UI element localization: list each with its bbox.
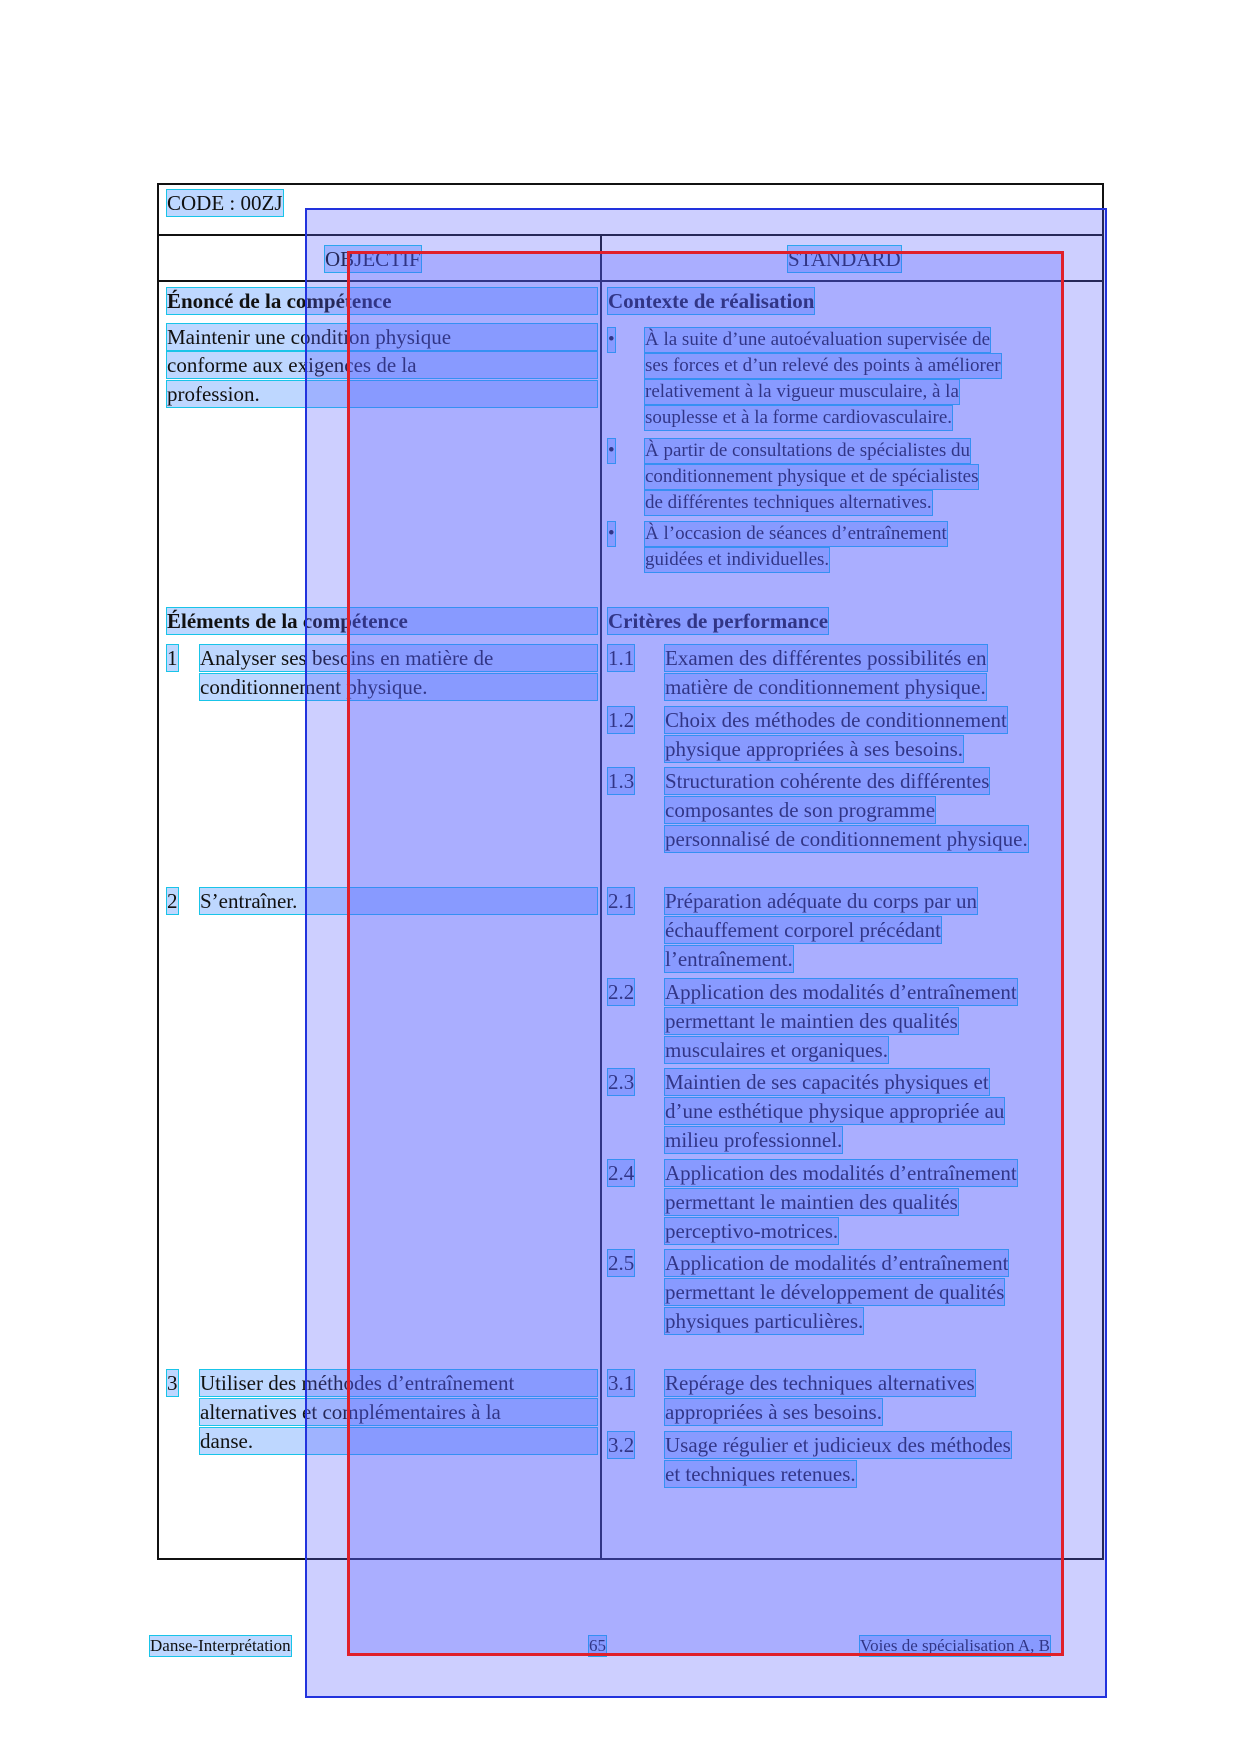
element-line: Utiliser des méthodes d’entraînement: [200, 1370, 597, 1396]
selection-overlay-inner: [347, 251, 1064, 1656]
objective-header: OBJECTIF: [325, 247, 421, 271]
critere-line: appropriées à ses besoins.: [665, 1400, 882, 1424]
critere-number: 1.1: [608, 646, 635, 670]
contexte-line: À l’occasion de séances d’entraînement: [645, 523, 947, 544]
elements-title: Éléments de la compétence: [167, 608, 597, 634]
enonce-line: conforme aux exigences de la: [167, 352, 597, 378]
contexte-title: Contexte de réalisation: [608, 289, 815, 313]
enonce-title: Énoncé de la compétence: [167, 288, 597, 314]
critere-line: l’entraînement.: [665, 947, 793, 971]
element-line: danse.: [200, 1428, 597, 1454]
critere-number: 2.5: [608, 1251, 635, 1275]
critere-line: personnalisé de conditionnement physique.: [665, 827, 1028, 851]
critere-line: Examen des différentes possibilités en: [665, 646, 987, 670]
critere-line: milieu professionnel.: [665, 1128, 843, 1152]
critere-line: Choix des méthodes de conditionnement: [665, 708, 1007, 732]
contexte-line: relativement à la vigueur musculaire, à la: [645, 381, 959, 402]
critere-line: Application des modalités d’entraînement: [665, 1161, 1017, 1185]
page-number: 65: [589, 1636, 606, 1655]
contexte-line: conditionnement physique et de spécialistes: [645, 466, 979, 487]
critere-number: 3.1: [608, 1371, 635, 1395]
element-line: Analyser ses besoins en matière de: [200, 645, 597, 671]
critere-line: Application des modalités d’entraînement: [665, 980, 1017, 1004]
critere-line: Usage régulier et judicieux des méthodes: [665, 1433, 1011, 1457]
critere-number: 3.2: [608, 1433, 635, 1457]
critere-number: 1.3: [608, 769, 635, 793]
critere-number: 2.3: [608, 1070, 635, 1094]
critere-line: Application de modalités d’entraînement: [665, 1251, 1009, 1275]
critere-number: 2.1: [608, 889, 635, 913]
critere-line: permettant le maintien des qualités: [665, 1009, 958, 1033]
contexte-line: souplesse et à la forme cardiovasculaire.: [645, 407, 953, 428]
critere-line: physique appropriées à ses besoins.: [665, 737, 964, 761]
contexte-line: ses forces et d’un relevé des points à améliorer: [645, 355, 1001, 376]
critere-line: d’une esthétique physique appropriée au: [665, 1099, 1005, 1123]
element-number: 2: [167, 889, 178, 913]
bullet-icon: •: [608, 329, 615, 350]
element-number: 3: [167, 1371, 178, 1395]
critere-line: perceptivo-motrices.: [665, 1219, 839, 1243]
critere-line: échauffement corporel précédant: [665, 918, 941, 942]
contexte-line: À la suite d’une autoévaluation supervisée de: [645, 329, 991, 350]
critere-line: musculaires et organiques.: [665, 1038, 888, 1062]
element-line: alternatives et complémentaires à la: [200, 1399, 597, 1425]
critere-line: Préparation adéquate du corps par un: [665, 889, 977, 913]
contexte-line: guidées et individuelles.: [645, 549, 830, 570]
footer-right: Voies de spécialisation A, B: [860, 1636, 1050, 1655]
footer-left: Danse-Interprétation: [150, 1636, 291, 1655]
critere-line: matière de conditionnement physique.: [665, 675, 986, 699]
critere-line: et techniques retenues.: [665, 1462, 856, 1486]
contexte-line: de différentes techniques alternatives.: [645, 492, 932, 513]
enonce-line: Maintenir une condition physique: [167, 324, 597, 350]
bullet-icon: •: [608, 523, 615, 544]
standard-header: STANDARD: [788, 247, 901, 271]
form-code: CODE : 00ZJ: [167, 191, 283, 215]
critere-line: permettant le développement de qualités: [665, 1280, 1005, 1304]
critere-number: 2.2: [608, 980, 635, 1004]
critere-line: physiques particulières.: [665, 1309, 864, 1333]
contexte-line: À partir de consultations de spécialistes du: [645, 440, 971, 461]
critere-line: composantes de son programme: [665, 798, 936, 822]
bullet-icon: •: [608, 440, 615, 461]
criteres-title: Critères de performance: [608, 609, 829, 633]
element-line: conditionnement physique.: [200, 674, 597, 700]
element-line: S’entraîner.: [200, 888, 597, 914]
enonce-line: profession.: [167, 381, 597, 407]
critere-line: Structuration cohérente des différentes: [665, 769, 990, 793]
element-number: 1: [167, 646, 178, 670]
critere-line: Repérage des techniques alternatives: [665, 1371, 975, 1395]
critere-number: 1.2: [608, 708, 635, 732]
critere-line: permettant le maintien des qualités: [665, 1190, 958, 1214]
critere-number: 2.4: [608, 1161, 635, 1185]
critere-line: Maintien de ses capacités physiques et: [665, 1070, 989, 1094]
